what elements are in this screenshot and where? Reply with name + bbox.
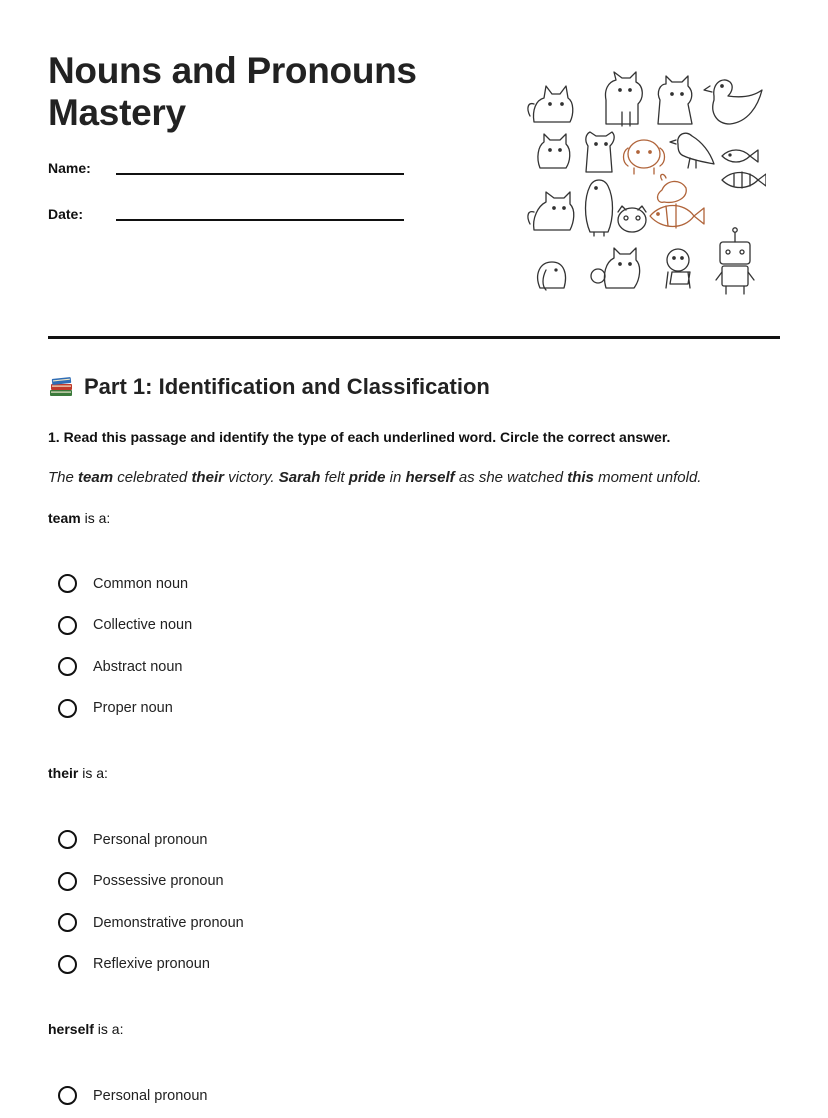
passage-word-their: their [191,469,224,486]
passage-word-this: this [567,469,594,486]
option-label: Collective noun [93,617,193,634]
question-suffix: is a: [80,510,111,526]
monkey-doodle [666,249,690,288]
passage-word-sarah: Sarah [278,469,321,486]
cat-doodle-2 [605,72,642,126]
radio-circle[interactable] [58,616,77,635]
question-suffix: is a: [93,1021,124,1037]
question-1-instruction: 1. Read this passage and identify the type of each underlined word. Circle the correct answer. [48,429,671,445]
radio-circle[interactable] [58,574,77,593]
question-word: herself [48,1021,94,1037]
elephant-doodle [538,262,566,290]
passage-word-herself: herself [405,469,455,486]
title-line-1: Nouns and Pronouns [48,50,417,91]
cat-doodle-4 [538,134,570,168]
title-line-2: Mastery [48,92,186,133]
passage-text: celebrated [113,469,192,486]
date-label: Date: [48,206,84,222]
dog-doodle-1 [586,132,614,172]
robot-doodle [716,228,754,294]
worksheet-header [48,0,780,340]
radio-circle[interactable] [58,699,77,718]
penguin-doodle [586,180,613,236]
name-label: Name: [48,160,91,176]
name-line[interactable] [116,173,404,175]
owl-doodle [618,206,646,232]
animals-doodle-image [526,70,766,296]
option-reflexive-pronoun[interactable] [58,944,244,986]
option-demonstrative-pronoun[interactable] [58,902,244,944]
cat-doodle-1 [528,86,573,122]
cat-doodle-5 [528,192,574,230]
option-collective-noun[interactable] [58,605,192,647]
option-possessive-pronoun[interactable] [58,861,244,903]
option-common-noun[interactable] [58,563,192,605]
passage-text: The [48,469,79,486]
option-label: Demonstrative pronoun [93,914,244,931]
fish-doodle-2 [722,172,766,188]
option-label: Abstract noun [93,658,183,675]
part1-title: Part 1: Identification and Classification [84,374,490,399]
puppy-doodle [624,140,665,174]
question-their-label [48,765,108,781]
question-word: team [48,510,81,526]
passage-text: felt [320,469,349,486]
radio-circle[interactable] [58,657,77,676]
fish-doodle-1 [722,150,758,162]
duck-doodle [704,80,762,124]
question-team-options [58,563,192,729]
option-label: Common noun [93,575,189,592]
passage-text: in [385,469,406,486]
option-personal-pronoun[interactable] [58,1075,207,1117]
bird-doodle [670,133,714,168]
date-line[interactable] [116,219,404,221]
header-divider [48,336,780,339]
option-label: Personal pronoun [93,831,208,848]
radio-circle[interactable] [58,1086,77,1105]
passage-word-pride: pride [348,469,386,486]
question-word: their [48,765,79,781]
option-label: Proper noun [93,700,173,717]
radio-circle[interactable] [58,955,77,974]
option-label: Possessive pronoun [93,873,224,890]
cat-with-ball-doodle [591,248,640,288]
passage-text: as she watched [454,469,568,486]
option-label: Reflexive pronoun [93,956,210,973]
radio-circle[interactable] [58,913,77,932]
option-proper-noun[interactable] [58,688,192,730]
passage-word-team: team [78,469,114,486]
fish-doodle-3 [650,204,704,228]
radio-circle[interactable] [58,830,77,849]
worksheet-page [48,0,780,1118]
name-field[interactable] [48,160,408,182]
question-their-options [58,819,244,985]
question-suffix: is a: [78,765,108,781]
question-herself-label [48,1021,124,1037]
books-icon [48,374,74,400]
reading-passage [48,469,701,486]
whale-doodle [658,174,687,202]
page-title [48,50,478,134]
option-abstract-noun[interactable] [58,646,192,688]
question-team-label [48,510,110,526]
passage-text: moment unfold. [593,469,702,486]
cat-doodle-3 [658,76,692,124]
passage-text: victory. [223,469,279,486]
radio-circle[interactable] [58,872,77,891]
option-label: Personal pronoun [93,1087,208,1104]
date-field[interactable] [48,206,408,228]
part1-heading [48,374,490,400]
question-herself-options [58,1075,207,1117]
option-personal-pronoun[interactable] [58,819,244,861]
